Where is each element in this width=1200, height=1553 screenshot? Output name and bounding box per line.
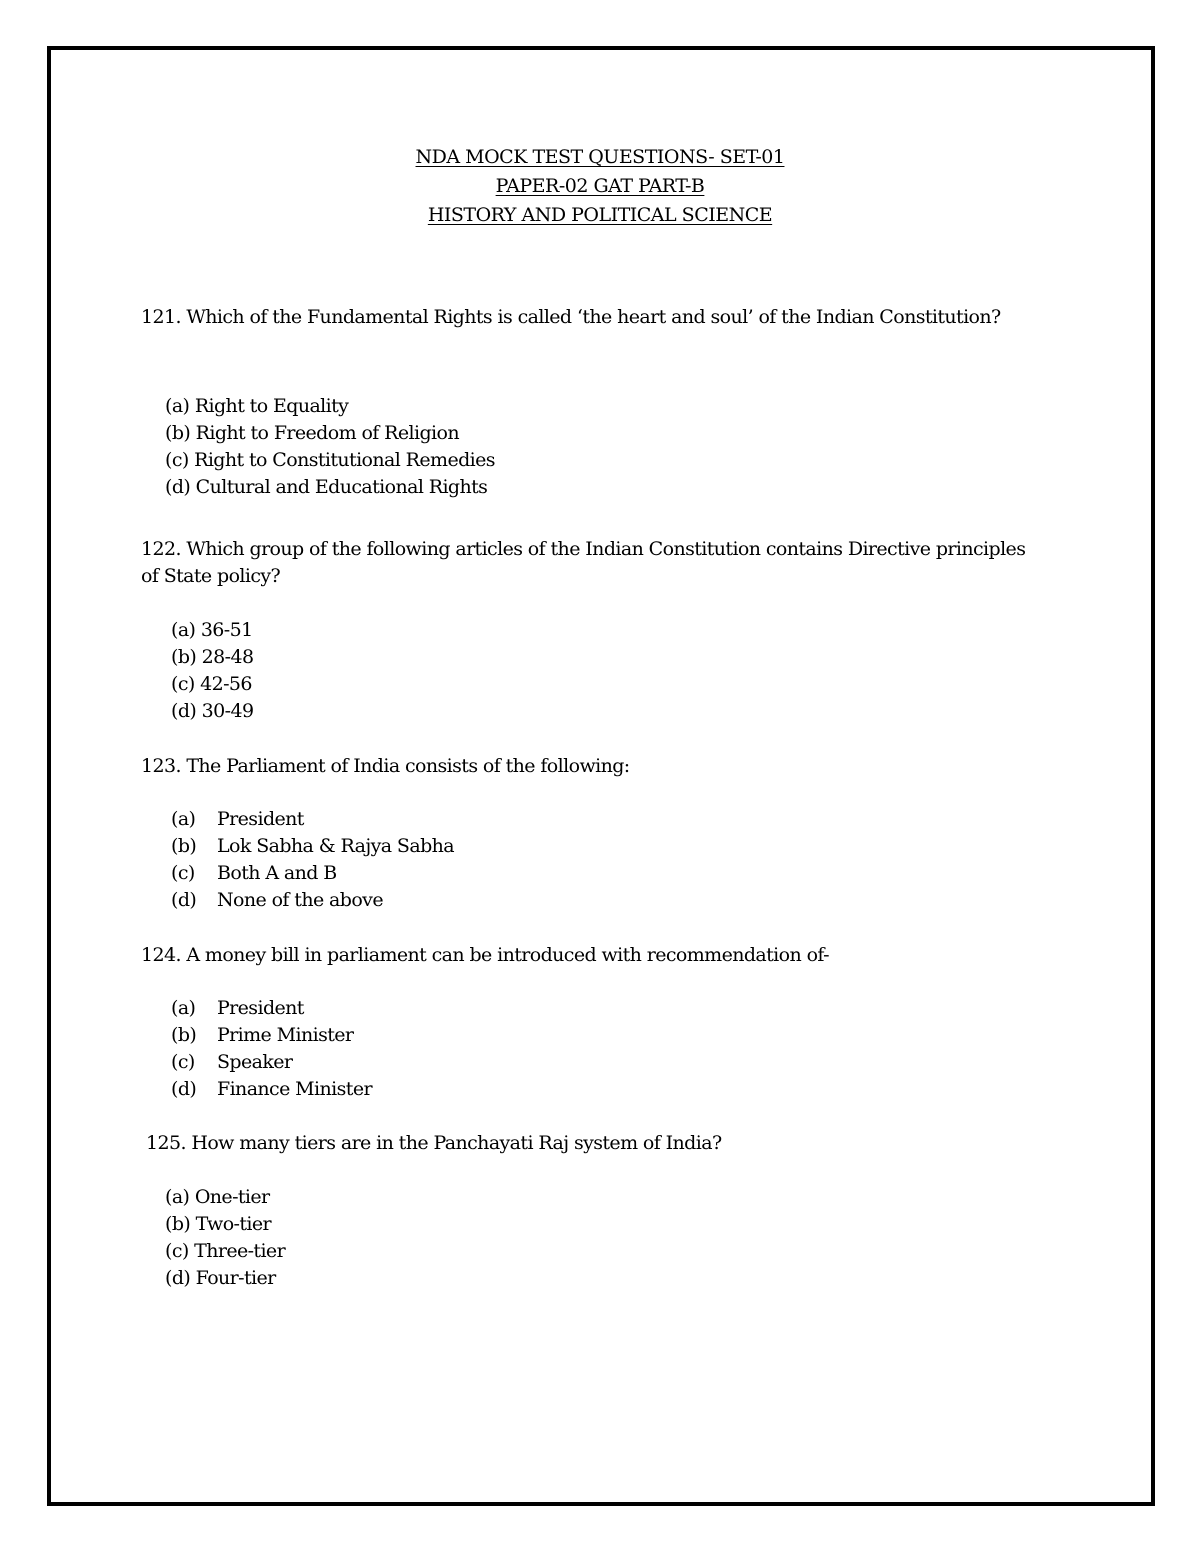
header-paper: PAPER-02 GAT PART-B — [495, 175, 705, 197]
option-a: (a) Right to Equality — [165, 395, 349, 417]
question-123-options — [171, 806, 454, 914]
question-123-text: 123. The Parliament of India consists of the following: — [141, 755, 630, 777]
option-b: (b) Lok Sabha & Rajya Sabha — [171, 835, 455, 857]
option-c: (c) 42-56 — [171, 673, 252, 695]
option-d: (d) Finance Minister — [171, 1078, 372, 1100]
document-header — [0, 143, 1200, 230]
option-d: (d) Four-tier — [165, 1267, 276, 1289]
option-d: (d) None of the above — [171, 889, 383, 911]
option-a: (a) One-tier — [165, 1186, 270, 1208]
question-121-text: 121. Which of the Fundamental Rights is called ‘the heart and soul’ of the Indian Constitution? — [141, 306, 1001, 328]
option-b: (b) Prime Minister — [171, 1024, 354, 1046]
question-124-options — [171, 995, 372, 1103]
option-b: (b) Two-tier — [165, 1213, 272, 1235]
question-124-text: 124. A money bill in parliament can be introduced with recommendation of- — [141, 944, 829, 966]
option-a: (a) President — [171, 808, 304, 830]
option-b: (b) 28-48 — [171, 646, 254, 668]
option-c: (c) Speaker — [171, 1051, 293, 1073]
option-a: (a) President — [171, 997, 304, 1019]
option-d: (d) Cultural and Educational Rights — [165, 476, 488, 498]
question-125-options — [165, 1184, 285, 1292]
option-b: (b) Right to Freedom of Religion — [165, 422, 459, 444]
question-122-text: 122. Which group of the following articles of the Indian Constitution contains Directive principles of State policy? — [141, 538, 1026, 587]
option-a: (a) 36-51 — [171, 619, 253, 641]
header-subject: HISTORY AND POLITICAL SCIENCE — [427, 204, 773, 226]
question-125-text: 125. How many tiers are in the Panchayati Raj system of India? — [146, 1132, 722, 1154]
question-121-options — [165, 393, 495, 501]
option-c: (c) Right to Constitutional Remedies — [165, 449, 495, 471]
header-title: NDA MOCK TEST QUESTIONS- SET-01 — [415, 146, 785, 168]
option-c: (c) Both A and B — [171, 862, 337, 884]
option-c: (c) Three-tier — [165, 1240, 286, 1262]
question-122-options — [171, 617, 253, 725]
option-d: (d) 30-49 — [171, 700, 254, 722]
